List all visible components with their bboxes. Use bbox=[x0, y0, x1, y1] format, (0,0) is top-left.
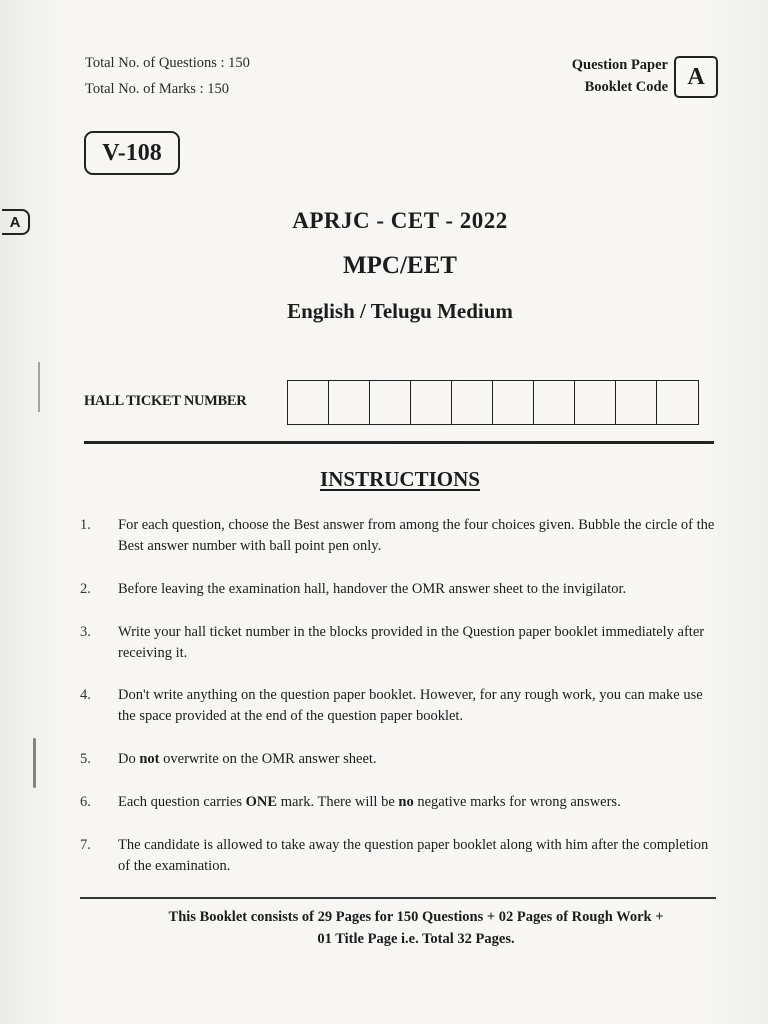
instruction-text: Each question carries ONE mark. There will be no negative marks for wrong answers. bbox=[118, 794, 621, 810]
total-marks: Total No. of Marks : 150 bbox=[85, 81, 229, 97]
medium-title: English / Telugu Medium bbox=[287, 299, 513, 323]
instruction-item-7 bbox=[80, 835, 716, 877]
hall-ticket-digit-box bbox=[370, 381, 411, 424]
instruction-item-2 bbox=[80, 579, 716, 600]
hall-ticket-digit-box bbox=[329, 381, 370, 424]
instructions-heading: INSTRUCTIONS bbox=[320, 467, 480, 491]
hall-ticket-digit-box bbox=[493, 381, 534, 424]
hall-ticket-boxes bbox=[287, 380, 699, 425]
instruction-number: 4. bbox=[80, 687, 91, 703]
question-marks-info bbox=[85, 50, 250, 102]
instruction-number: 3. bbox=[80, 624, 91, 640]
hall-ticket-digit-box bbox=[657, 381, 698, 424]
instruction-number: 5. bbox=[80, 751, 91, 767]
instruction-text: Before leaving the examination hall, handover the OMR answer sheet to the invigilator. bbox=[118, 581, 627, 597]
margin-mark bbox=[33, 738, 36, 788]
hall-ticket-digit-box bbox=[411, 381, 452, 424]
hall-ticket-digit-box bbox=[534, 381, 575, 424]
booklet-code-label bbox=[572, 54, 668, 98]
hall-ticket-label: HALL TICKET NUMBER bbox=[84, 393, 247, 409]
series-code-box: V-108 bbox=[84, 131, 180, 175]
booklet-page-summary bbox=[60, 906, 768, 950]
footer-line1: This Booklet consists of 29 Pages for 150 Questions + 02 Pages of Rough Work + bbox=[168, 909, 664, 925]
booklet-label-line1: Question Paper bbox=[571, 57, 668, 73]
instruction-item-6 bbox=[80, 792, 716, 813]
hall-ticket-digit-box bbox=[452, 381, 493, 424]
divider-bottom bbox=[80, 897, 716, 899]
instruction-text: Don't write anything on the question paper booklet. However, for any rough work, you can make use the space provided at the end of the question paper booklet. bbox=[118, 687, 703, 724]
total-questions: Total No. of Questions : 150 bbox=[85, 55, 250, 71]
instruction-number: 7. bbox=[80, 837, 91, 853]
instruction-number: 2. bbox=[80, 581, 91, 597]
instruction-number: 1. bbox=[80, 517, 91, 533]
hall-ticket-digit-box bbox=[288, 381, 329, 424]
instruction-item-5 bbox=[80, 749, 716, 770]
instruction-text: Do not overwrite on the OMR answer sheet. bbox=[118, 751, 377, 767]
booklet-label-line2: Booklet Code bbox=[584, 79, 668, 95]
hall-ticket-digit-box bbox=[616, 381, 657, 424]
stream-title: MPC/EET bbox=[343, 252, 457, 279]
side-code-badge: A bbox=[2, 209, 30, 235]
instruction-text: For each question, choose the Best answer from among the four choices given. Bubble the circle of the Best answer number with ball point pen only. bbox=[118, 517, 715, 554]
divider-top bbox=[84, 441, 714, 444]
margin-mark bbox=[38, 362, 40, 412]
hall-ticket-digit-box bbox=[575, 381, 616, 424]
exam-title: APRJC - CET - 2022 bbox=[292, 208, 508, 233]
instruction-item-3 bbox=[80, 622, 716, 664]
instruction-item-1 bbox=[80, 515, 716, 557]
instruction-item-4 bbox=[80, 685, 716, 727]
instruction-text: Write your hall ticket number in the blocks provided in the Question paper booklet immediately after receiving it. bbox=[118, 624, 705, 661]
instruction-number: 6. bbox=[80, 794, 91, 810]
footer-line2: 01 Title Page i.e. Total 32 Pages. bbox=[317, 931, 515, 947]
booklet-code-box: A bbox=[674, 56, 718, 98]
instruction-text: The candidate is allowed to take away the question paper booklet along with him after the completion of the examination. bbox=[118, 837, 709, 874]
